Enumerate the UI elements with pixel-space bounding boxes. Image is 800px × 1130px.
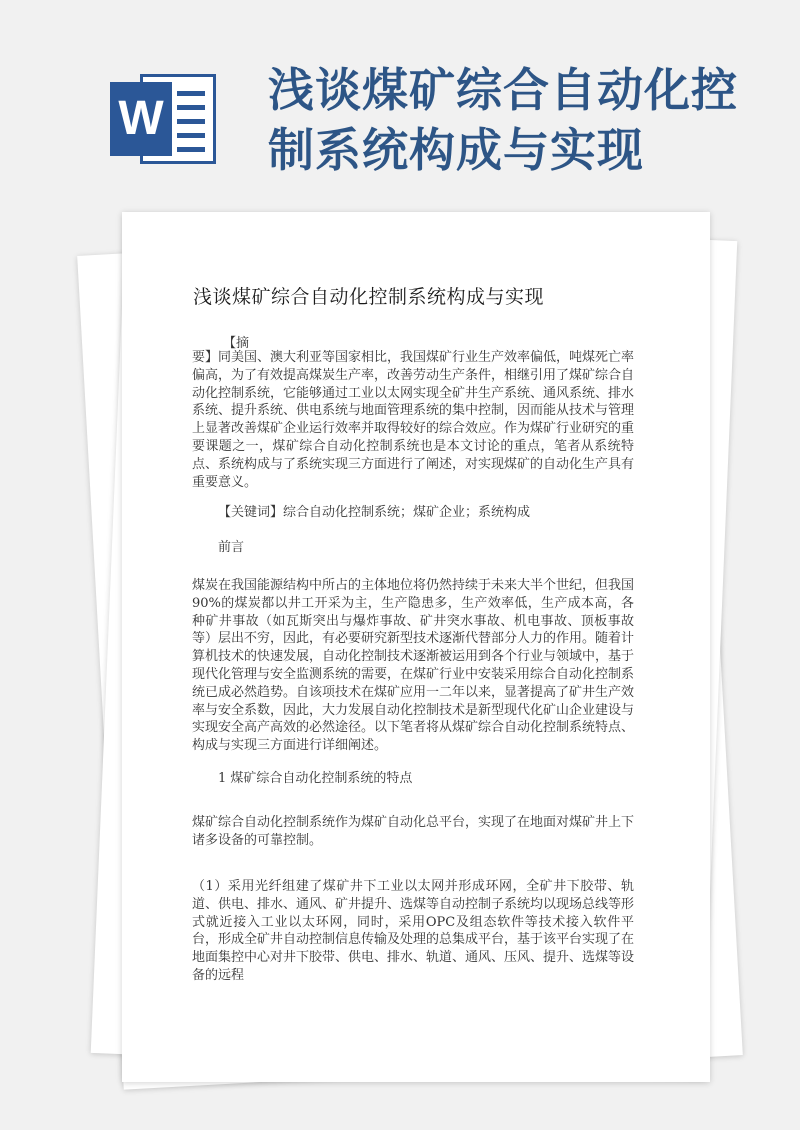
page-title-line1: 浅谈煤矿综合自动化控	[268, 63, 738, 117]
page-title-line2: 制系统构成与实现	[268, 123, 644, 177]
preface-heading: 前言	[218, 540, 245, 555]
document-title: 浅谈煤矿综合自动化控制系统构成与实现	[193, 286, 545, 308]
document-page	[122, 212, 710, 1082]
section1-paragraph: 煤矿综合自动化控制系统作为煤矿自动化总平台，实现了在地面对煤矿井上下诸多设备的可靠控制。	[192, 815, 635, 848]
word-document-icon	[110, 74, 220, 164]
word-icon-letter: W	[110, 82, 172, 156]
section1-item1-paragraph: （1）采用光纤组建了煤矿井下工业以太网并形成环网，全矿井下胶带、轨道、供电、排水、通风、矿井提升、选煤等自动控制子系统均以现场总线等形式就近接入工业以太环网，同时，采用OPC及组态软件等技术接入软件平台，形成全矿井自动控制信息传输及处理的总集成平台，基于该平台实现了在地面集控中心对井下胶带、供电、排水、轨道、通风、压风、提升、选煤等设备的远程	[192, 879, 635, 983]
section1-heading: 1 煤矿综合自动化控制系统的特点	[218, 771, 413, 786]
keywords-line: 【关键词】综合自动化控制系统；煤矿企业；系统构成	[218, 505, 531, 520]
page-title	[268, 60, 738, 180]
intro-paragraph: 煤炭在我国能源结构中所占的主体地位将仍然持续于未来大半个世纪，但我国90%的煤炭都以井工开采为主，生产隐患多，生产效率低，生产成本高，各种矿井事故（如瓦斯突出与爆炸事故、矿井突水事故、机电事故、顶板事故等）层出不穷，因此，有必要研究新型技术逐渐代替部分人力的作用。随着计算机技术的快速发展，自动化控制技术逐渐被运用到各个行业与领域中，基于现代化管理与安全监测系统的需要，在煤矿行业中安装采用综合自动化控制系统已成必然趋势。自该项技术在煤矿应用一二年以来，显著提高了矿井生产效率与安全系数，因此，大力发展自动化控制技术是新型现代化矿山企业建设与实现安全高产高效的必然途径。以下笔者将从煤矿综合自动化控制系统特点、构成与实现三方面进行详细阐述。	[192, 578, 635, 754]
abstract-paragraph: 要】同美国、澳大利亚等国家相比，我国煤矿行业生产效率偏低，吨煤死亡率偏高，为了有效提高煤炭生产率，改善劳动生产条件，相继引用了煤矿综合自动化控制系统，它能够通过工业以太网实现全矿井生产系统、通风系统、排水系统、提升系统、供电系统与地面管理系统的集中控制，因而能从技术与管理上显著改善煤矿企业运行效率并取得较好的综合效应。作为煤矿行业研究的重要课题之一，煤矿综合自动化控制系统也是本文讨论的重点，笔者从系统特点、系统构成与了系统实现三方面进行了阐述，对实现煤矿的自动化生产具有重要意义。	[192, 350, 635, 490]
abstract-label: 【摘	[223, 336, 250, 351]
